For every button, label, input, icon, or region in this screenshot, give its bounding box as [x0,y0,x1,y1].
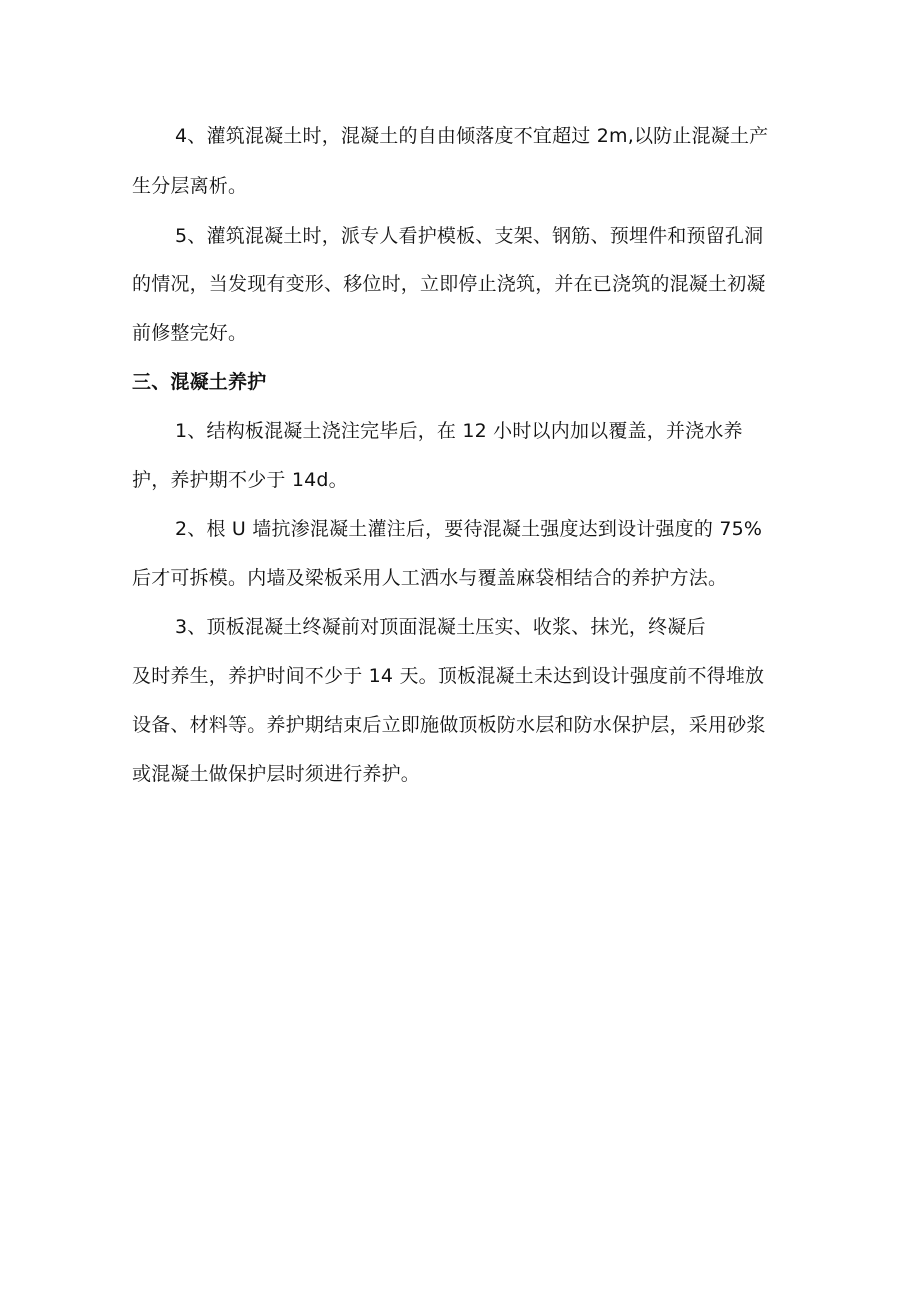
paragraph-item4-line1: 4、灌筑混凝土时，混凝土的自由倾落度不宜超过 2m,以防止混凝土产 [175,125,769,147]
paragraph-item5-line2: 的情况，当发现有变形、移位时，立即停止浇筑，并在已浇筑的混凝土初凝 [132,273,766,295]
paragraph-item5-line3: 前修整完好。 [132,322,248,344]
paragraph-item4-line2: 生分层离析。 [132,175,248,197]
paragraph-curing2-line2: 后才可拆模。内墙及梁板采用人工洒水与覆盖麻袋相结合的养护方法。 [132,567,728,589]
paragraph-curing1-line1: 1、结构板混凝土浇注完毕后，在 12 小时以内加以覆盖，并浇水养 [175,420,743,442]
paragraph-curing1-line2: 护，养护期不少于 14d。 [132,469,348,491]
paragraph-item5-line1: 5、灌筑混凝土时，派专人看护模板、支架、钢筋、预埋件和预留孔洞 [175,225,764,247]
paragraph-curing3-line3: 设备、材料等。养护期结束后立即施做顶板防水层和防水保护层，采用砂浆 [132,714,766,736]
paragraph-curing3-line4: 或混凝土做保护层时须进行养护。 [132,763,421,785]
section-heading-curing: 三、混凝土养护 [132,371,267,393]
paragraph-curing3-line2: 及时养生，养护时间不少于 14 天。顶板混凝土未达到设计强度前不得堆放 [132,665,765,687]
paragraph-curing3-line1: 3、顶板混凝土终凝前对顶面混凝土压实、收浆、抹光，终凝后 [175,616,706,638]
paragraph-curing2-line1: 2、根 U 墙抗渗混凝土灌注后，要待混凝土强度达到设计强度的 75% [175,518,763,540]
